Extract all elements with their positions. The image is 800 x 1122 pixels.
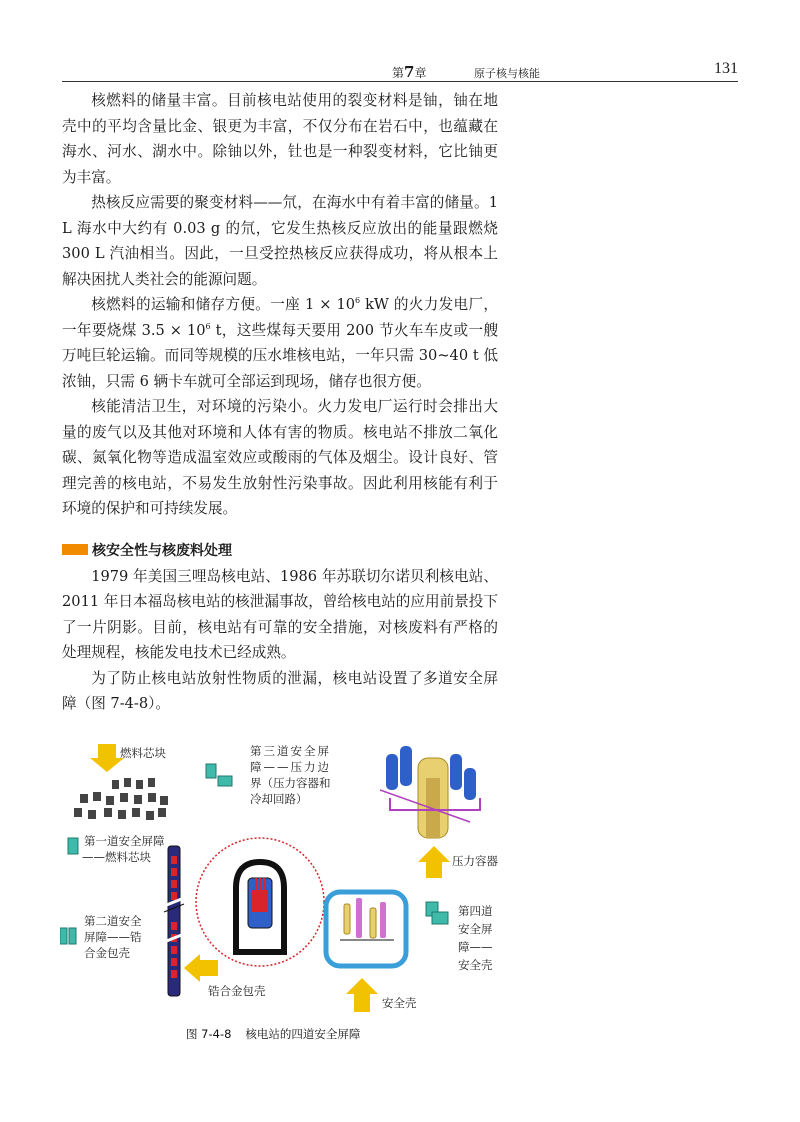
barrier3-block-icon (206, 764, 232, 786)
label-barrier3-line1: 第三道安全屏 (250, 744, 331, 758)
label-barrier4-line3: 障—— (458, 940, 493, 954)
fuel-rod-icon (164, 846, 184, 996)
label-containment: 安全壳 (382, 996, 417, 1010)
barrier2-block-icon (60, 928, 76, 944)
body-text (62, 88, 498, 717)
chapter-label (392, 63, 426, 81)
exponent-2: 6 (205, 321, 211, 331)
paragraph-barriers-intro: 为了防止核电站放射性物质的泄漏，核电站设置了多道安全屏障（图 7-4-8）。 (62, 669, 498, 712)
chapter-suffix: 章 (414, 66, 427, 80)
page-header (62, 58, 738, 82)
containment-arrow-icon (346, 978, 378, 1012)
label-barrier3-line4: 冷却回路） (250, 792, 308, 806)
chapter-prefix: 第 (392, 66, 405, 80)
pressure-vessel-icon (380, 746, 480, 838)
label-barrier2-line2: 屏障——锆 (84, 930, 142, 944)
barrier1-block-icon (68, 838, 78, 854)
chapter-title: 原子核与核能 (474, 67, 540, 80)
chapter-number: 7 (404, 63, 415, 81)
label-barrier3-line2: 障——压力边 (250, 760, 331, 774)
transport-text-2: kW 的火力发电厂，一年要烧煤 3.5 × 10 (62, 296, 498, 339)
paragraph-clean-energy: 核能清洁卫生，对环境的污染小。火力发电厂运行时会排出大量的废气以及其他对环境和人体有害的物质。核电站不排放二氧化碳、氮氧化物等造成温室效应或酸雨的气体及烟尘。设计良好、管理完善的核电站，不易发生放射性污染事故。因此利用核能有利于环境的保护和可持续发展。 (62, 398, 498, 517)
label-barrier4-line2: 安全屏 (458, 922, 493, 936)
figure-caption (186, 1026, 360, 1042)
barrier4-block-icon (426, 902, 448, 924)
safety-barriers-figure (60, 738, 520, 1038)
paragraph-transport (62, 292, 498, 394)
caption-text: 核电站的四道安全屏障 (245, 1027, 361, 1041)
caption-number: 图 7-4-8 (186, 1027, 232, 1041)
transport-text-3: t，这些煤每天要用 200 节火车车皮或一艘万吨巨轮运输。而同等规模的压水堆核电站，一年只需 30~40 t 低浓铀，只需 6 辆卡车就可全部运到现场，储存也很方便。 (62, 321, 498, 390)
paragraph-fusion-material: 热核反应需要的聚变材料——氘，在海水中有着丰富的储量。1 L 海水中大约有 0.03 g 的氘，它发生热核反应放出的能量跟燃烧 300 L 汽油相当。因此，一旦受控热核反应获得成功，将从根本上解决困扰人类社会的能源问题。 (62, 194, 498, 288)
reactor-core-icon (196, 838, 324, 966)
label-barrier1-line1: 第一道安全屏障 (84, 834, 165, 848)
paragraph-accidents: 1979 年美国三哩岛核电站、1986 年苏联切尔诺贝利核电站、2011 年日本福岛核电站的核泄漏事故，曾给核电站的应用前景投下了一片阴影。目前，核电站有可靠的安全措施，对核废料有严格的处理规程，核能发电技术已经成熟。 (62, 567, 498, 661)
section-heading (62, 538, 498, 564)
label-pressure-vessel: 压力容器 (452, 854, 498, 868)
page-number: 131 (714, 60, 738, 77)
fuel-arrow-icon (90, 744, 124, 772)
label-barrier1-line2: ——燃料芯块 (82, 850, 151, 864)
vessel-arrow-icon (418, 846, 450, 878)
cladding-arrow-icon (184, 954, 218, 982)
label-barrier2-line1: 第二道安全 (84, 914, 142, 928)
label-barrier4-line1: 第四道 (458, 904, 493, 918)
label-fuel-block: 燃料芯块 (120, 746, 166, 760)
transport-text-1: 核燃料的运输和储存方便。一座 1 × 10 (91, 296, 356, 313)
heading-marker (62, 544, 88, 555)
label-zirc-shell: 锆合金包壳 (208, 984, 266, 998)
containment-icon (326, 892, 406, 966)
exponent-1: 6 (355, 296, 361, 305)
fuel-pellets-icon (74, 778, 168, 820)
paragraph-fuel-reserves: 核燃料的储量丰富。目前核电站使用的裂变材料是铀，铀在地壳中的平均含量比金、银更为丰富，不仅分布在岩石中，也蕴藏在海水、河水、湖水中。除铀以外，钍也是一种裂变材料，它比铀更为丰富。 (62, 92, 498, 186)
label-barrier2-line3: 合金包壳 (84, 946, 130, 960)
label-barrier4-line4: 安全壳 (458, 958, 493, 972)
label-barrier3-line3: 界（压力容器和 (250, 776, 331, 790)
section-title: 核安全性与核废料处理 (92, 542, 232, 559)
